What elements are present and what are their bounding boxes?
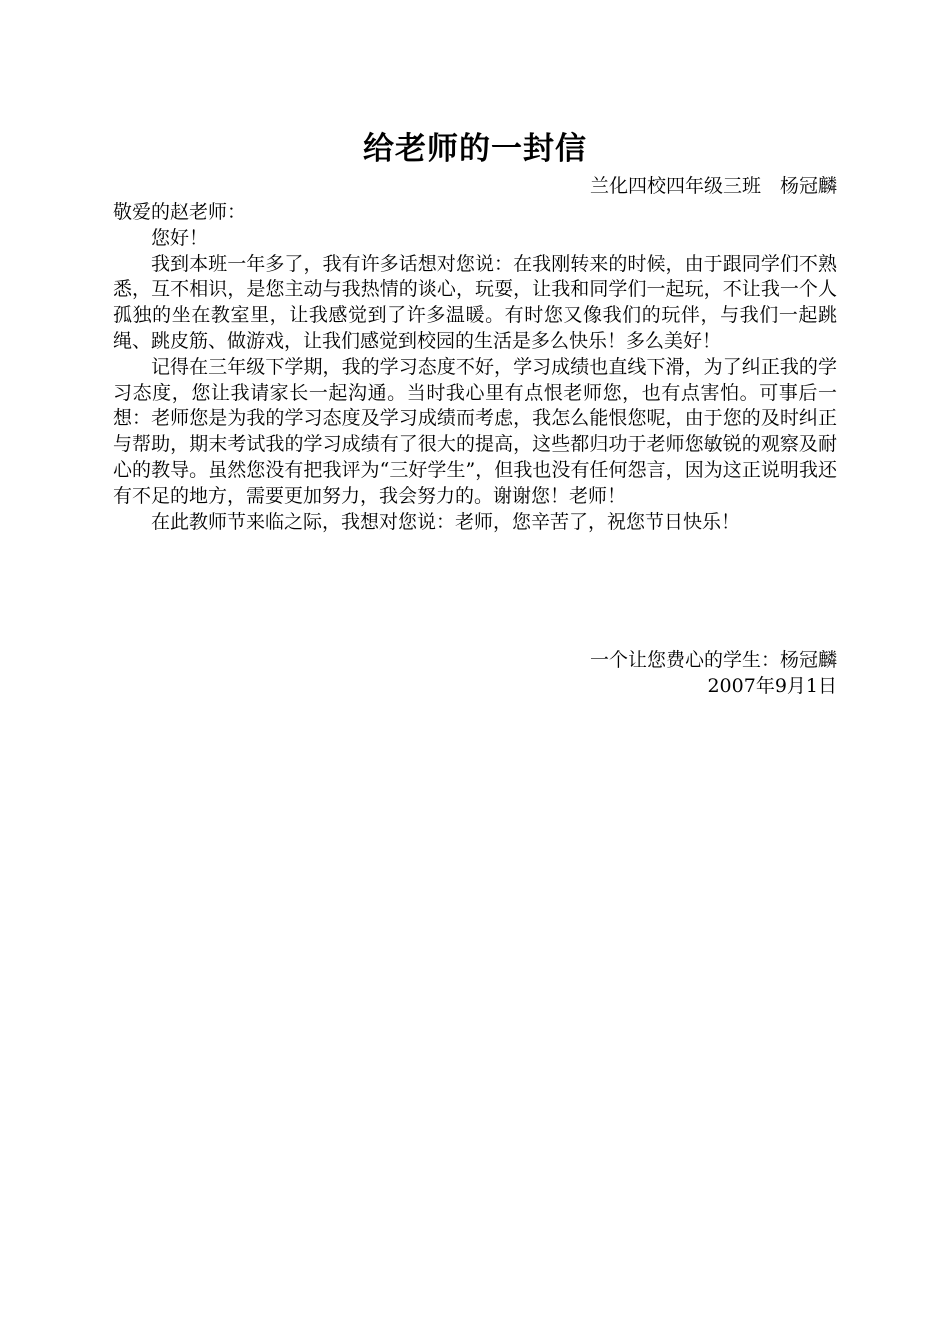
signature-block <box>590 648 837 700</box>
salutation: 敬爱的赵老师： <box>113 201 247 223</box>
paragraph-2: 记得在三年级下学期，我的学习态度不好，学习成绩也直线下滑，为了纠正我的学习态度，您让我请家长一起沟通。当时我心里有点恨老师您，也有点害怕。可事后一想：老师您是为我的学习态度及学习成绩而考虑，我怎么能恨您呢，由于您的及时纠正与帮助，期末考试我的学习成绩有了很大的提高，这些都归功于老师您敏锐的观察及耐心的教导。虽然您没有把我评为“三好学生”，但我也没有任何怨言，因为这正说明我还有不足的地方，需要更加努力，我会努力的。谢谢您！老师！ <box>113 355 837 507</box>
greeting: 您好！ <box>151 226 209 249</box>
paragraph-3: 在此教师节来临之际，我想对您说：老师，您辛苦了，祝您节日快乐！ <box>151 510 741 533</box>
signature-line: 一个让您费心的学生：杨冠麟 <box>589 649 837 671</box>
document-title: 给老师的一封信 <box>363 131 587 167</box>
author-byline: 兰化四校四年级三班 杨冠麟 <box>589 175 837 197</box>
letter-body <box>113 200 837 535</box>
paragraph-1: 我到本班一年多了，我有许多话想对您说：在我刚转来的时候，由于跟同学们不熟悉，互不相识，是您主动与我热情的谈心，玩耍，让我和同学们一起玩，不让我一个人孤独的坐在教室里，让我感觉到了许多温暖。有时您又像我们的玩伴，与我们一起跳绳、跳皮筋、做游戏，让我们感觉到校园的生活是多么快乐！多么美好！ <box>113 252 837 352</box>
letter-date: 2007年9月1日 <box>707 674 837 697</box>
